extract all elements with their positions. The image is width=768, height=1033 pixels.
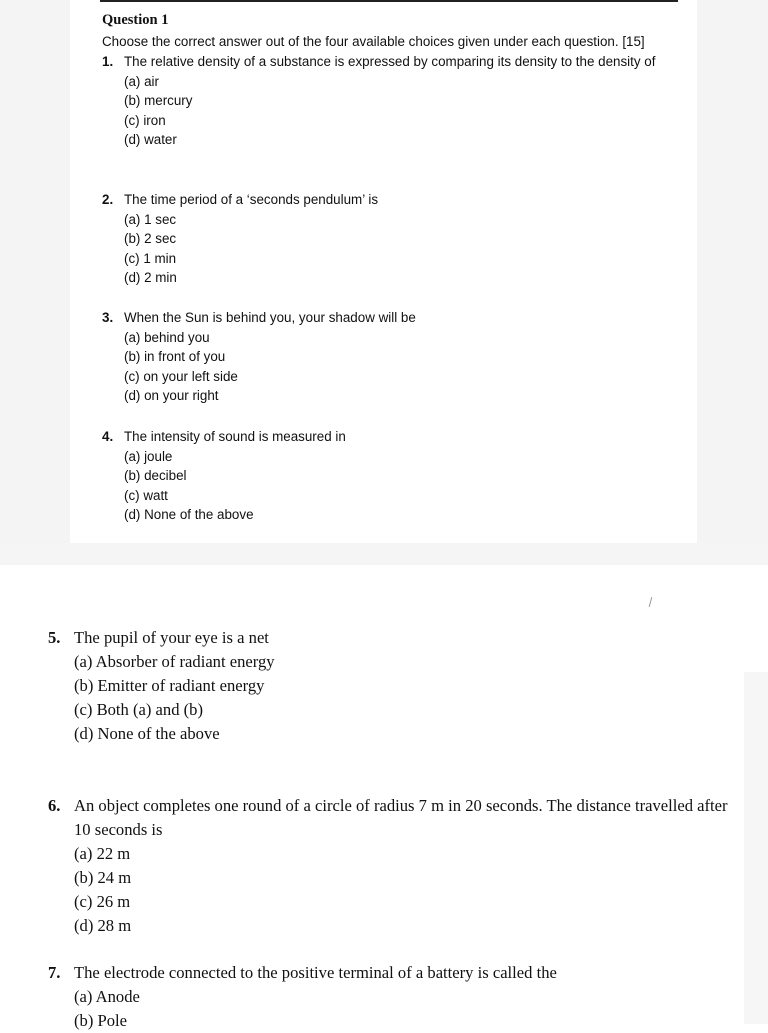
question-stem xyxy=(48,794,748,842)
option-b: (b) mercury xyxy=(124,93,193,108)
option-c: (c) watt xyxy=(124,487,168,503)
option-a: (a) Absorber of radiant energy xyxy=(74,652,275,671)
question-number: 5. xyxy=(48,628,61,647)
question-6 xyxy=(48,794,748,938)
option-b: (b) Emitter of radiant energy xyxy=(74,676,265,695)
question-number: 1. xyxy=(102,54,114,69)
option-b: (b) 24 m xyxy=(74,868,132,887)
option-c: (c) iron xyxy=(124,112,166,128)
question-stem xyxy=(48,961,748,985)
option-a: (a) air xyxy=(124,73,159,89)
question-5 xyxy=(48,626,748,746)
question-number: 7. xyxy=(48,963,61,982)
page-gap xyxy=(0,543,768,565)
question-stem xyxy=(102,308,682,328)
question-stem xyxy=(102,52,682,72)
option-b: (b) Pole xyxy=(74,1011,127,1030)
top-rule xyxy=(100,0,678,2)
option-b: (b) 2 sec xyxy=(124,231,177,246)
option-b: (b) decibel xyxy=(124,468,187,483)
question-text: An object completes one round of a circle of radius 7 m in 20 seconds. The distance travelled after 10 seconds is xyxy=(74,796,728,839)
question-stem xyxy=(102,190,682,210)
question-7 xyxy=(48,961,748,1033)
question-stem xyxy=(102,427,682,447)
option-c: (c) 1 min xyxy=(124,250,177,266)
option-a: (a) Anode xyxy=(74,987,140,1006)
question-number: 2. xyxy=(102,192,114,207)
question-number: 4. xyxy=(102,429,114,444)
option-c: (c) on your left side xyxy=(124,368,238,384)
section-title: Question 1 xyxy=(102,12,169,28)
question-text: The intensity of sound is measured in xyxy=(124,429,346,444)
page-shadow-left xyxy=(0,0,70,543)
option-d: (d) on your right xyxy=(124,388,219,403)
option-a: (a) behind you xyxy=(124,329,210,345)
question-text: The electrode connected to the positive terminal of a battery is called the xyxy=(74,963,557,982)
option-d: (d) 28 m xyxy=(74,916,132,935)
page-shadow-right xyxy=(697,0,768,543)
option-c: (c) Both (a) and (b) xyxy=(74,700,204,719)
option-a: (a) 22 m xyxy=(74,844,131,863)
section-instruction: Choose the correct answer out of the four available choices given under each question. [15] xyxy=(102,34,645,49)
question-1 xyxy=(102,52,682,150)
question-number: 6. xyxy=(48,796,61,815)
question-text: When the Sun is behind you, your shadow will be xyxy=(124,310,416,325)
question-4 xyxy=(102,427,682,525)
question-3 xyxy=(102,308,682,406)
option-d: (d) 2 min xyxy=(124,270,177,285)
question-2 xyxy=(102,190,682,288)
option-d: (d) None of the above xyxy=(124,507,254,522)
option-c: (c) 26 m xyxy=(74,892,131,911)
question-text: The relative density of a substance is expressed by comparing its density to the density of xyxy=(124,54,656,69)
question-stem xyxy=(48,626,748,650)
option-d: (d) None of the above xyxy=(74,724,220,743)
question-text: The pupil of your eye is a net xyxy=(74,628,269,647)
option-d: (d) water xyxy=(124,132,177,147)
question-number: 3. xyxy=(102,310,114,325)
question-text: The time period of a ‘seconds pendulum’ is xyxy=(124,192,379,207)
option-a: (a) joule xyxy=(124,448,173,464)
option-b: (b) in front of you xyxy=(124,349,226,364)
option-a: (a) 1 sec xyxy=(124,211,177,227)
